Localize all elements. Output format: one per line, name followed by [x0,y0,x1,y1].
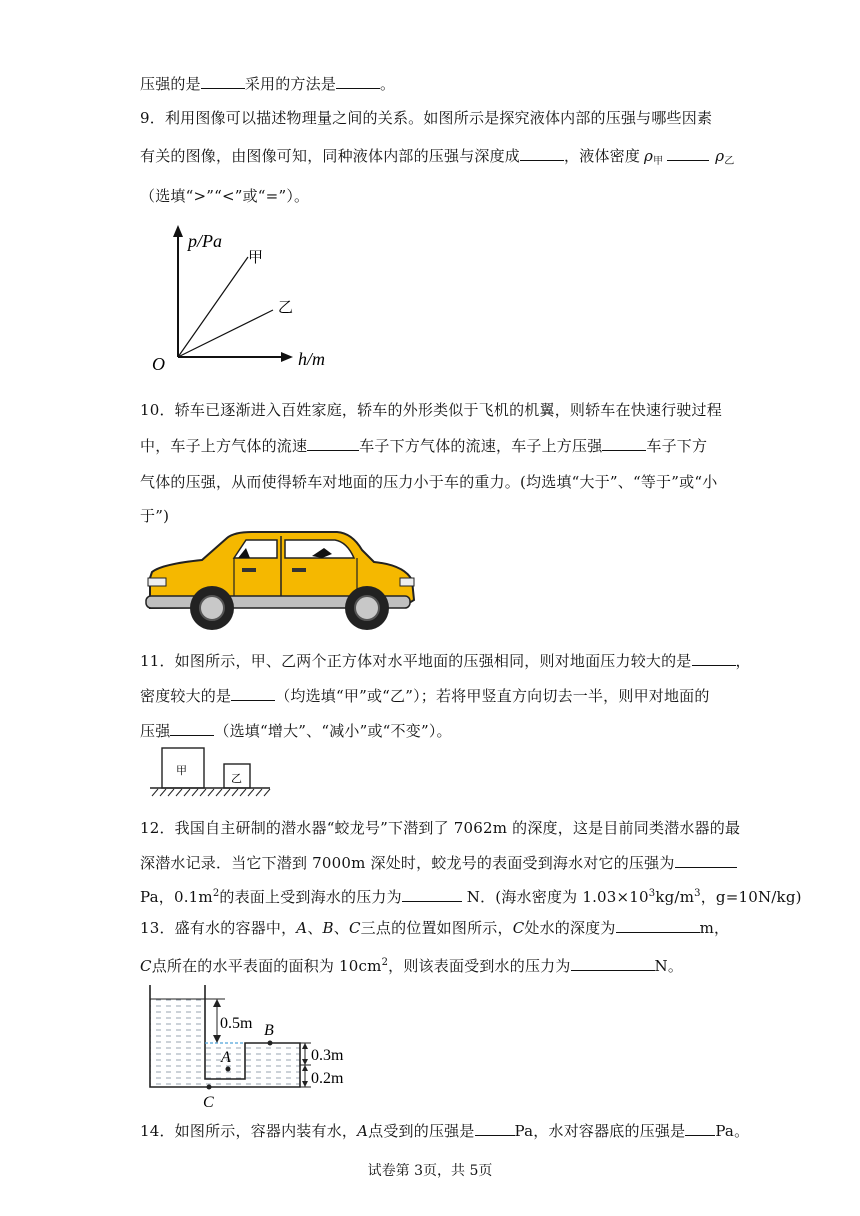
q12-text-3d: kg/m [655,888,695,906]
q14-line-1 [140,1121,749,1141]
q10-line-4 [140,506,169,526]
q13-blank-2[interactable] [571,956,655,971]
q11-line-3 [140,721,452,741]
q8-tail-line [140,74,395,94]
q9-pressure-depth-graph [148,222,348,372]
q13-dim-03m: 0.3m [311,1047,344,1064]
q10-blank-2[interactable] [602,436,646,451]
q13-dim-02m: 0.2m [311,1070,344,1087]
q13-text-1d: m， [699,919,730,937]
q13-sup: 2 [381,957,389,968]
q9-sub-yi: 乙 [724,156,735,167]
q9-text-2b: ，液体密度 [564,147,641,165]
q12-blank-2[interactable] [402,887,462,902]
q13-text-1b: 三点的位置如图所示， [360,919,513,937]
q10-car-figure [142,528,422,634]
q11-blank-1[interactable] [692,651,736,666]
q13-container-figure [145,985,365,1110]
q13-text-1a: 13．盛有水的容器中， [140,919,297,937]
q13-point-c-3: C [140,957,152,975]
q9-line-jia-label: 甲 [248,248,264,266]
q12-line-1 [140,818,740,838]
q9-y-axis-label: p/Pa [188,231,222,251]
q9-line-2 [140,146,735,172]
q10-line-3 [140,472,717,492]
q14-text-b: 点受到的压强是 [368,1122,475,1140]
q8-text-end: 。 [380,75,396,93]
q10-text-2a: 中，车子上方气体的流速 [140,437,308,455]
q13-dim-05m: 0.5m [220,1015,253,1032]
q12-text-1: 12．我国自主研制的潜水器“蛟龙号”下潜到了 7062m 的深度，这是目前同类潜水器的最 [140,819,741,837]
q13-text-2a: 点所在的水平表面的面积为 10cm [151,957,382,975]
q13-text-1c: 处水的深度为 [524,919,616,937]
q13-sep-2: 、 [333,919,349,937]
q8-text-b: 采用的方法是 [244,75,337,93]
q9-line-3 [140,186,309,206]
q13-point-c-2: C [512,919,525,937]
q9-line-yi-label: 乙 [278,298,294,316]
q13-text-2b: ，则该表面受到水的压力为 [388,957,571,975]
q9-text-3: （选填“>”“<”或“=”）。 [140,187,310,205]
q9-rho-yi: ρ [715,147,725,165]
q13-blank-1[interactable] [616,918,700,933]
q12-sup-3: 3 [694,888,701,899]
q14-blank-2[interactable] [685,1121,715,1136]
page-footer: 试卷第 3页，共 5页 [367,1163,493,1179]
q11-box-yi-label: 乙 [231,772,242,785]
q14-point-a: A [357,1122,369,1140]
q11-text-1b: ， [735,652,751,670]
q12-text-3c: N．(海水密度为 1.03×10 [461,888,649,906]
q12-text-3b: 的表面上受到海水的压力为 [219,888,402,906]
q11-text-2a: 密度较大的是 [140,687,232,705]
q14-text-c: Pa，水对容器底的压强是 [514,1122,686,1140]
q10-text-3: 气体的压强，从而使得轿车对地面的压力小于车的重力。(均选填“大于”、“等于”或“小 [140,473,718,491]
q10-blank-1[interactable] [307,436,359,451]
q13-point-b: B [322,919,334,937]
q10-line-1 [140,400,722,420]
q13-label-a: A [221,1049,231,1066]
q12-blank-1[interactable] [675,853,737,868]
q9-x-axis-label: h/m [298,349,325,369]
q11-cubes-figure [148,746,273,798]
q13-point-c: C [348,919,361,937]
q12-sup-2: 3 [648,888,656,899]
q9-origin-label: O [152,354,165,372]
q9-sub-jia: 甲 [653,156,664,167]
q14-text-a: 14．如图所示，容器内装有水， [140,1122,358,1140]
q9-blank-2[interactable] [667,146,709,161]
q13-line-1 [140,918,729,938]
q11-line-2 [140,686,710,706]
q10-text-2c: 车子下方 [646,437,708,455]
q13-point-a: A [296,919,308,937]
q11-text-2b: （均选填“甲”或“乙”）；若将甲竖直方向切去一半，则甲对地面的 [275,687,710,705]
q12-line-3 [140,884,802,907]
q10-line-2 [140,436,707,456]
q9-blank-1[interactable] [520,146,564,161]
q12-sup-1: 2 [212,888,220,899]
q14-blank-1[interactable] [475,1121,515,1136]
q8-text-a: 压强的是 [140,75,201,93]
q12-text-3a: Pa，0.1m [140,888,213,906]
q11-blank-2[interactable] [231,686,275,701]
q11-box-jia-label: 甲 [176,764,187,777]
q9-text-1: 9．利用图像可以描述物理量之间的关系。如图所示是探究液体内部的压强与哪些因素 [140,109,713,127]
q10-text-4: 于”) [140,507,170,525]
q8-blank-1[interactable] [201,74,245,89]
q13-text-2c: N。 [654,957,684,975]
q13-sep-1: 、 [307,919,323,937]
q10-text-2b: 车子下方气体的流速，车子上方压强 [359,437,603,455]
q11-text-3a: 压强 [140,722,171,740]
q11-line-1 [140,651,751,671]
q13-line-2 [140,953,683,976]
q11-text-3b: （选填“增大”、“减小”或“不变”）。 [214,722,452,740]
q13-label-c: C [203,1094,214,1110]
q9-text-2a: 有关的图像，由图像可知，同种液体内部的压强与深度成 [140,147,521,165]
q11-text-1a: 11．如图所示，甲、乙两个正方体对水平地面的压强相同，则对地面压力较大的是 [140,652,692,670]
q10-text-1: 10．轿车已逐渐进入百姓家庭，轿车的外形类似于飞机的机翼，则轿车在快速行驶过程 [140,401,722,419]
q9-rho-jia: ρ [644,147,654,165]
q12-text-3e: ，g=10N/kg) [700,888,802,906]
q13-label-b: B [264,1022,274,1039]
q11-blank-3[interactable] [170,721,214,736]
q12-line-2 [140,853,737,873]
q14-text-d: Pa。 [715,1122,750,1140]
q12-text-2: 深潜水记录．当它下潜到 7000m 深处时，蛟龙号的表面受到海水对它的压强为 [140,854,675,872]
q8-blank-2[interactable] [336,74,380,89]
q9-line-1 [140,108,712,128]
